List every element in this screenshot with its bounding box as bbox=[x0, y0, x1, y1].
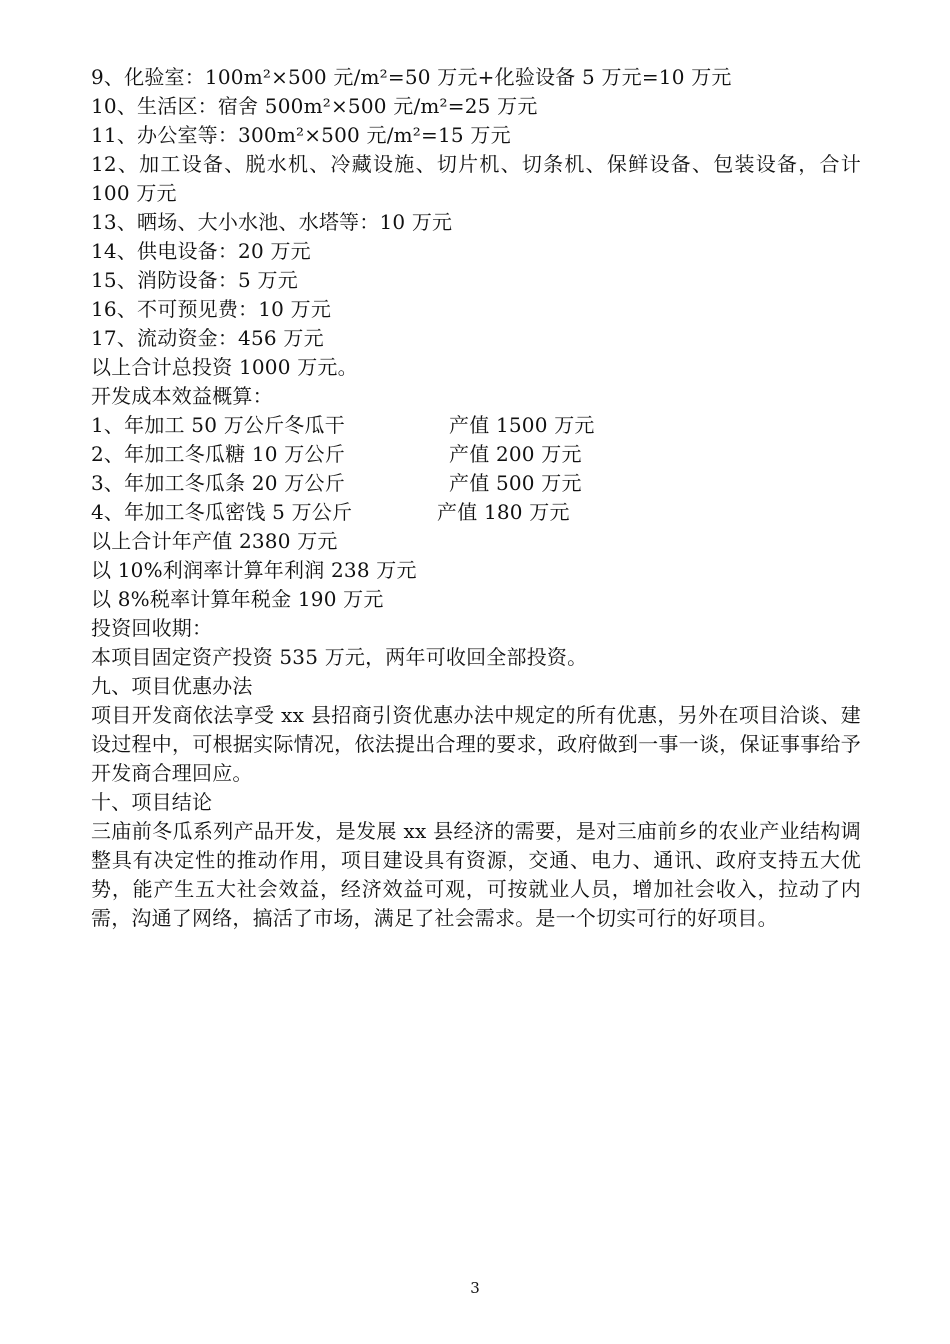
investment-item-15: 15、消防设备：5 万元 bbox=[91, 268, 298, 292]
section-10-text: 三庙前冬瓜系列产品开发，是发展 xx 县经济的需要，是对三庙前乡的农业产业结构调整具有决定性的推动作用，项目建设具有资源，交通、电力、通讯、政府支持五大优势，能产生五大社会效益，经济效益可观，可按就业人员，增加社会收入，拉动了内需，沟通了网络，搞活了市场，满足了社会需求。是一个切实可行的好项目。 bbox=[91, 819, 861, 930]
investment-item-12: 12、加工设备、脱水机、冷藏设施、切片机、切条机、保鲜设备、包装设备，合计 100 万元 bbox=[91, 152, 861, 205]
total-investment: 以上合计总投资 1000 万元。 bbox=[91, 355, 358, 379]
benefit-heading: 开发成本效益概算： bbox=[91, 384, 273, 408]
product-row bbox=[91, 440, 861, 469]
annual-profit: 以 10%利润率计算年利润 238 万元 bbox=[91, 558, 417, 582]
product-row bbox=[91, 498, 861, 527]
investment-item-16: 16、不可预见费：10 万元 bbox=[91, 297, 332, 321]
annual-tax: 以 8%税率计算年税金 190 万元 bbox=[91, 587, 384, 611]
investment-item-13: 13、晒场、大小水池、水塔等：10 万元 bbox=[91, 210, 453, 234]
payback-text: 本项目固定资产投资 535 万元，两年可收回全部投资。 bbox=[91, 645, 588, 669]
product-row bbox=[91, 411, 861, 440]
investment-item-17: 17、流动资金：456 万元 bbox=[91, 326, 324, 350]
product-value: 产值 180 万元 bbox=[437, 500, 570, 524]
investment-item-10: 10、生活区：宿舍 500m²×500 元/m²=25 万元 bbox=[91, 94, 538, 118]
investment-item-14: 14、供电设备：20 万元 bbox=[91, 239, 311, 263]
product-value: 产值 500 万元 bbox=[449, 471, 582, 495]
page-number: 3 bbox=[470, 1279, 480, 1297]
product-item: 1、年加工 50 万公斤冬瓜干 bbox=[91, 413, 345, 437]
payback-heading: 投资回收期： bbox=[91, 616, 213, 640]
product-item: 3、年加工冬瓜条 20 万公斤 bbox=[91, 471, 345, 495]
section-10-title: 十、项目结论 bbox=[91, 790, 213, 814]
section-9-text: 项目开发商依法享受 xx 县招商引资优惠办法中规定的所有优惠，另外在项目洽谈、建设过程中，可根据实际情况，依法提出合理的要求，政府做到一事一谈，保证事事给予开发商合理回应。 bbox=[91, 703, 861, 785]
document-body bbox=[91, 63, 861, 933]
investment-item-11: 11、办公室等：300m²×500 元/m²=15 万元 bbox=[91, 123, 511, 147]
product-value: 产值 1500 万元 bbox=[449, 413, 595, 437]
investment-item-9: 9、化验室：100m²×500 元/m²=50 万元+化验设备 5 万元=10 万元 bbox=[91, 65, 732, 89]
product-value: 产值 200 万元 bbox=[449, 442, 582, 466]
section-9-title: 九、项目优惠办法 bbox=[91, 674, 253, 698]
product-item: 4、年加工冬瓜密饯 5 万公斤 bbox=[91, 500, 353, 524]
product-row bbox=[91, 469, 861, 498]
total-output: 以上合计年产值 2380 万元 bbox=[91, 529, 338, 553]
product-item: 2、年加工冬瓜糖 10 万公斤 bbox=[91, 442, 345, 466]
